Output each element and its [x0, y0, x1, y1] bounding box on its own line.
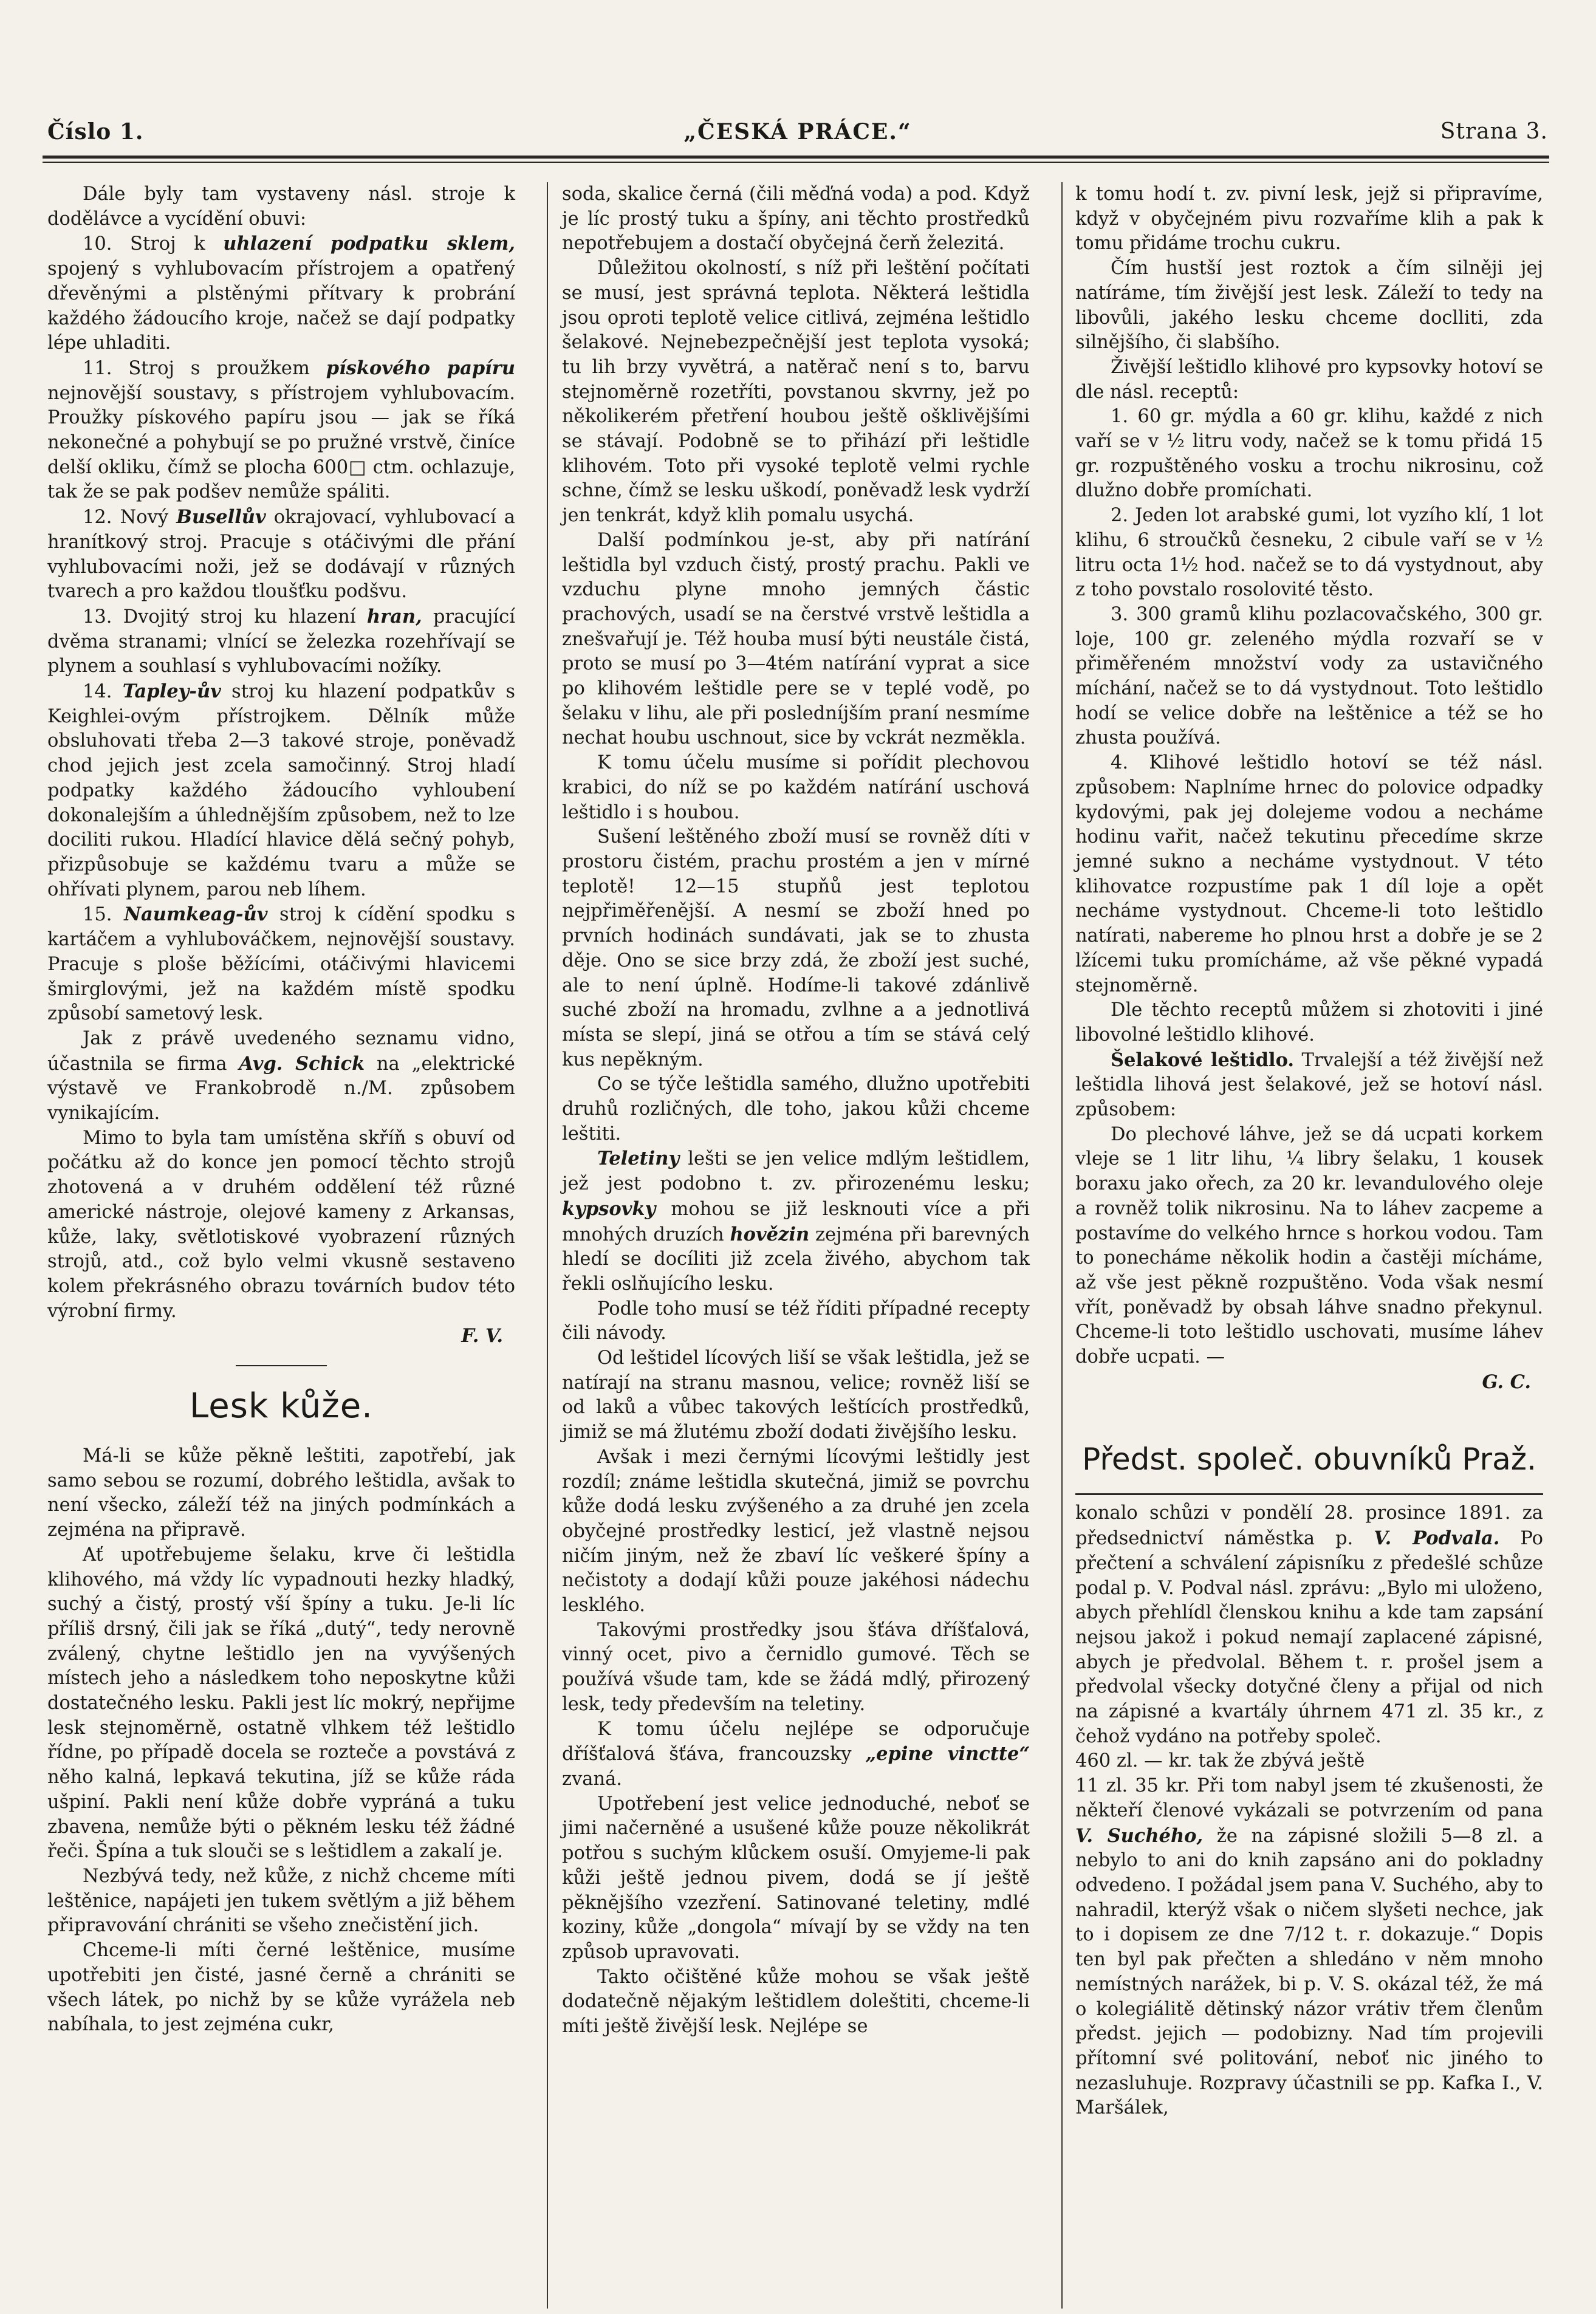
signature: F. V. [461, 1325, 503, 1347]
column-divider-1 [547, 182, 548, 2309]
paragraph: K tomu účelu musíme si pořídit plechovou krabici, do níž se po každém natírání uschová leštidlo i s houbou. [562, 752, 1030, 823]
paragraph: Nezbývá tedy, než kůže, z nichž chceme míti leštěnice, napájeti jen tukem světlým a již během připravování chrániti se všeho znečistění jich. [47, 1866, 515, 1937]
paragraph: Šelakové leštidlo. Trvalejší a též živější než leštidla lihová jest šelakové, jež se hotoví násl. způsobem: [1075, 1049, 1543, 1121]
paragraph: Ať upotřebujeme šelaku, krve či leštidla klihového, má vždy líc vypadnouti hezky hladký, suchý a čistý, prostý vší špíny a tuku. Je-li líc příliš drsný, čili jak se říká „dutý“, tedy nerovně zválený, chytne leštidlo jen na vyvýšených místech jeho a následkem toho neposkytne kůži dostatečného lesku. Pakli jest líc mokrý, nepřijme lesk stejnoměrně, ostatně vlhkem též leštidlo řídne, po případě docela se rozteče a povstává z něho kalná, lepkavá tekutina, jíž se kůže ráda ušpiní. Pakli není kůže dobře vypráná a tuku zbavena, nemůže býti o pěkném lesku též žádné řeči. Špína a tuk slouči se s leštidlem a zakalí je. [47, 1544, 515, 1863]
paragraph: 13. Dvojitý stroj ku hlazení hran, pracující dvěma stranami; vlnící se železka rozehřívají se plynem a souhlasí s vyhlubovacími nožíky. [47, 605, 515, 677]
paragraph: 1. 60 gr. mýdla a 60 gr. klihu, každé z nich vaří se v ½ litru vody, načež se k tomu přidá 15 gr. rozpuštěného vosku a trochu nikrosinu, což dlužno dobře promíchati. [1075, 406, 1543, 502]
paragraph: 11. Stroj s proužkem pískového papíru nejnovější soustavy, s přístrojem vyhlubovacím. Proužky pískového papíru jsou — jak se říká nekonečné a pohybují se po pružné vrstvě, činíce delší okliku, čímž se plocha 600□ ctm. ochlazuje, tak že se pak podšev nemůže spáliti. [47, 357, 515, 503]
article-title: Předst. společ. obuvníků Praž. [1082, 1442, 1536, 1477]
paragraph: Živější leštidlo klihové pro kypsovky hotoví se dle násl. receptů: [1075, 356, 1543, 403]
paragraph: Čím hustší jest roztok a čím silněji jej natíráme, tím živější jest lesk. Záleží to tedy na libovůli, jakého lesku chceme doclliti, zda silnějšího, či slabšího. [1075, 258, 1543, 354]
paragraph: Dle těchto receptů můžem si zhotoviti i jiné libovolné leštidlo klihové. [1075, 999, 1543, 1046]
paragraph: 2. Jeden lot arabské gumi, lot vyzího klí, 1 lot klihu, 6 stroučků česneku, 2 cibule vaří se v ½ litru octa 1½ hod. načež se to dá vystydnout, aby z toho povstalo rosolovité těsto. [1075, 505, 1543, 601]
paragraph: Má-li se kůže pěkně leštiti, zapotřebí, jak samo sebou se rozumí, dobrého leštidla, avšak to není všecko, záleží též na jiných podmínkách a zejména na připravě. [47, 1445, 515, 1541]
paragraph: 12. Nový Busellův okrajovací, vyhlubovací a hranítkový stroj. Pracuje s otáčivými dle přání vyhlubovacími noži, jež se dodávají v různých tvarech a pro každou tloušťku podšvu. [47, 506, 515, 603]
page-number: Strana 3. [1440, 119, 1548, 144]
signature: G. C. [1482, 1371, 1531, 1393]
paragraph: konalo schůzi v pondělí 28. prosince 1891. za předsednictví náměstka p. V. Podvala. Po přečtení a schválení zápisníku z předešlé schůze podal p. V. Podval násl. zprávu: „Bylo mi uloženo, abych přehlídl členskou knihu a kde tam zapsání nejsou jakož i pokud nemají zaplacené zápisné, abych je předvolal. Během t. r. prošel jsem a předvolal všecky dotyčné členy a přijal od nich na zápisné a kvartály úhrnem 471 zl. 35 kr., z čehož vydáno na potřeby společ. [1075, 1502, 1544, 1747]
paragraph: Dále byly tam vystaveny násl. stroje k dodělávce a vycídění obuvi: [47, 183, 515, 230]
paragraph: 11 zl. 35 kr. Při tom nabyl jsem té zkušenosti, že někteří členové vykázali se potvrzením od pana V. Suchého, že na zápisné složili 5—8 zl. a nebylo to ani do knih zapsáno ani do pokladny odvedeno. I požádal jsem pana V. Suchého, aby to nahradil, kterýž však o ničem slyšeti nechce, jak to i dopisem ze dne 7/12 t. r. dokazuje.“ Dopis ten byl pak přečten a shledáno v něm mnoho nemístných narážek, bi p. V. S. okázal též, že má o kolegiálitě dětinský názor vrátiv třem členům předst. jejich — podobizny. Nad tím projevili přítomní své politování, neboť nic jiného to nezasluhuje. Rozpravy účastnili se pp. Kafka I., V. Maršálek, [1075, 1775, 1543, 2119]
paragraph: Mimo to byla tam umístěna skříň s obuví od počátku až do konce jen pomocí těchto strojů zhotovená a v druhém oddělení též různé americké nástroje, olejové kameny z Arkansas, kůže, laky, světlotiskové vyobrazení různých strojů, atd., což bylo velmi vkusně sestaveno kolem překrásného obrazu továrních budov této výrobní firmy. [47, 1127, 515, 1322]
paragraph: Upotřebení jest velice jednoduché, neboť se jimi načerněné a usušené kůže pouze několikrát potřou s suchým klůckem osuší. Omyjeme-li pak kůži ještě jednou pivem, dodá se jí ještě pěknějšího vzezření. Satinované teletiny, mdlé koziny, kůže „dongola“ mívají by se vždy na ten způsob upravovati. [562, 1793, 1030, 1963]
column-3 [1075, 182, 1543, 2121]
paragraph: 14. Tapley-ův stroj ku hlazení podpatkův s Keighlei-ovým přístrojkem. Dělník může obsluhovati třeba 2—3 takové stroje, poněvadž chod jejich jest zcela samočinný. Stroj hladí podpatky každého žádoucího vyhloubení dokonalejším a úhlednějším způsobem, než to lze dociliti rukou. Hladící hlavice dělá sečný pohyb, přizpůsobuje se každému tvaru a může se ohřívati plynem, parou neb líhem. [47, 680, 516, 900]
paragraph: soda, skalice černá (čili měďná voda) a pod. Když je líc prostý tuku a špíny, ani těchto prostředků nepotřebujem a dostačí obyčejná čerň železitá. [562, 183, 1030, 255]
paragraph: Chceme-li míti černé leštěnice, musíme upotřebiti jen čisté, jasné černě a chrániti se všech látek, po nichž by se kůže vyrážela neb nabíhala, to jest zejména cukr, [47, 1940, 515, 2036]
paragraph: Jak z právě uvedeného seznamu vidno, účastnila se firma Avg. Schick na „elektrické výstavě ve Frankobrodě n./M. způsobem vynikajícím. [47, 1027, 515, 1124]
paragraph: Podle toho musí se též říditi případné recepty čili návody. [562, 1298, 1030, 1344]
newspaper-title: „ČESKÁ PRÁCE.“ [683, 119, 912, 145]
paragraph: 4. Klihové leštidlo hotoví se též násl. způsobem: Naplníme hrnec do polovice odpadky kydovými, pak jej dolejeme vodou a necháme hodinu vařit, načež tekutinu přecedíme skrze jemné sukno a necháme vystydnout. V této klihovatce rozpustíme pak 1 díl loje a opět necháme vystydnout. Chceme-li toto leštidlo natírati, nabereme ho plnou hrst a dobře je se 2 lžícemi tuku promícháme, až vše pěkné vypadá stejnoměrně. [1075, 752, 1543, 996]
title-rule [1075, 1493, 1543, 1495]
paragraph: Od leštidel lícových liší se však leštidla, jež se natírají na stranu masnou, velice; rovněž liší se od laků a vůbec takových leštících prostředků, jimiž se má žlutému zboží dodati živějšího lesku. [562, 1347, 1030, 1443]
paragraph: Do plechové láhve, jež se dá ucpati korkem vleje se 1 litr lihu, ¼ libry šelaku, 1 kousek boraxu jako ořech, za 20 kr. levandulového oleje a rovněž tolik nikrosinu. Na to láhev zacpeme a postavíme do velkého hrnce s horkou vodou. Tam to ponecháme několik hodin a častěji mícháme, až vše jest pěkně rozpuštěno. Voda však nesmí vřít, poněvadž by obsah láhve snadno překynul. Chceme-li toto leštidlo uschovati, musíme láhev dobře ucpati. — [1075, 1123, 1543, 1368]
issue-number: Číslo 1. [47, 119, 144, 145]
paragraph: 10. Stroj k uhlazení podpatku sklem, spojený s vyhlubovacím přístrojem a opatřený dřevěnými a plstěnými přítvary k probrání každého žádoucího kroje, načež se dají podpatky lépe uhladiti. [47, 233, 516, 354]
paragraph: Důležitou okolností, s níž při leštění počítati se musí, jest správná teplota. Některá leštidla jsou oproti teplotě velice citlivá, zejména leštidlo šelakové. Nejnebezpečnější jest teplota vysoká; tu lih brzy vyvětrá, a natěrač není s to, barvu stejnoměrně rozetříti, povstanou skvrny, jež po několikerém přetření houbou ještě ošklivějšími se stávají. Podobně se to přihází při leštidle klihovém. Toto při vysoké teplotě velmi rychle schne, čímž se lesku uškodí, poněvadž lesk vydrží jen tenkrát, když klih pomalu usychá. [562, 258, 1030, 527]
paragraph: 15. Naumkeag-ův stroj k cídění spodku s kartáčem a vyhlubováčkem, nejnovější soustavy. Pracuje s ploše běžícími, otáčivými hlavicemi šmirglovými, jež na každém místě spodku způsobí sametový lesk. [47, 903, 515, 1025]
paragraph: 460 zl. — kr. tak že zbývá ještě [1075, 1750, 1365, 1772]
column-2 [562, 182, 1030, 2039]
page-header [47, 119, 1548, 156]
paragraph: Avšak i mezi černými lícovými leštidly jest rozdíl; známe leštidla skutečná, jimiž se povrchu kůže dodá lesku zvýšeného a za druhé jen zcela obyčejné prostředky lesticí, jež vlastně nejsou ničím jiným, než že zbaví líc veškeré špíny a nečistoty a dodají kůži pouze jakéhosi nádechu lesklého. [562, 1446, 1030, 1617]
column-divider-2 [1061, 182, 1063, 2309]
header-rule-thin [43, 162, 1549, 163]
paragraph: Takovými prostředky jsou šťáva dříšťalová, vinný ocet, pivo a černidlo gumové. Těch se používá všude tam, kde se žádá mdlý, přirozený lesk, tedy především na teletiny. [562, 1619, 1030, 1715]
article-divider [236, 1365, 327, 1366]
column-1 [47, 182, 515, 2038]
paragraph: 3. 300 gramů klihu pozlacovačského, 300 gr. loje, 100 gr. zeleného mýdla rozvaří se v přiměřeném množství vody za ustavičného míchání, načež se to dá vystydnout. Toto leštidlo hodí se velice dobře na leštěnice a též se ho zhusta používá. [1075, 603, 1543, 749]
paragraph: Další podmínkou je-st, aby při natírání leštidla byl vzduch čistý, prostý prachu. Pakli ve vzduchu plyne mnoho jemných částic prachových, usadí se na čerstvé vrstvě leštidla a znešvařují je. Též houba musí býti neustále čistá, proto se musí po 3—4tém natírání vyprat a sice po klihovém leštidle pere se v teplé vodě, po šelaku v lihu, ale při posledníjším praní nesmíme nechat houbu uschnout, sice by vckrát nezměkla. [562, 529, 1030, 749]
paragraph: Co se týče leštidla samého, dlužno upotřebiti druhů rozličných, dle toho, jakou kůži chceme leštiti. [562, 1073, 1030, 1145]
paragraph: K tomu účelu nejlépe se odporučuje dříšťalová šťáva, francouzsky „epine vinctte“ zvaná. [562, 1718, 1030, 1790]
header-rule [43, 156, 1549, 159]
paragraph: Sušení leštěného zboží musí se rovněž díti v prostoru čistém, prachu prostém a jen v mírné teplotě! 12—15 stupňů jest teplotou nejpřiměřenější. A nesmí se zboží hned po prvních hodinách sundávati, jak se to zhusta děje. Ono se sice brzy zdá, že zboží jest suché, ale to není úplně. Hodíme-li takové zdánlivě suché zboží na hromadu, zvlhne a a jednotlivá místa se slepí, jiná se otřou a tím se stává celý kus nepěkným. [562, 826, 1030, 1070]
paragraph: Teletiny lešti se jen velice mdlým leštidlem, jež jest podobno t. zv. přirozenému lesku; kypsovky mohou se již lesknouti více a při mnohých druzích hovězin zejména při barevných hledí se docíliti již zcela živého, abychom tak řekli oslňujícího lesku. [562, 1148, 1030, 1295]
spacer [1075, 1395, 1543, 1430]
paragraph: k tomu hodí t. zv. pivní lesk, jejž si připravíme, když v obyčejném pivu rozvaříme klih a pak k tomu přidáme trochu cukru. [1075, 183, 1543, 255]
paragraph: Takto očištěné kůže mohou se však ještě dodatečně nějakým leštidlem doleštiti, chceme-li míti ještě živější lesk. Nejlépe se [562, 1966, 1030, 2038]
article-title: Lesk kůže. [190, 1386, 373, 1426]
